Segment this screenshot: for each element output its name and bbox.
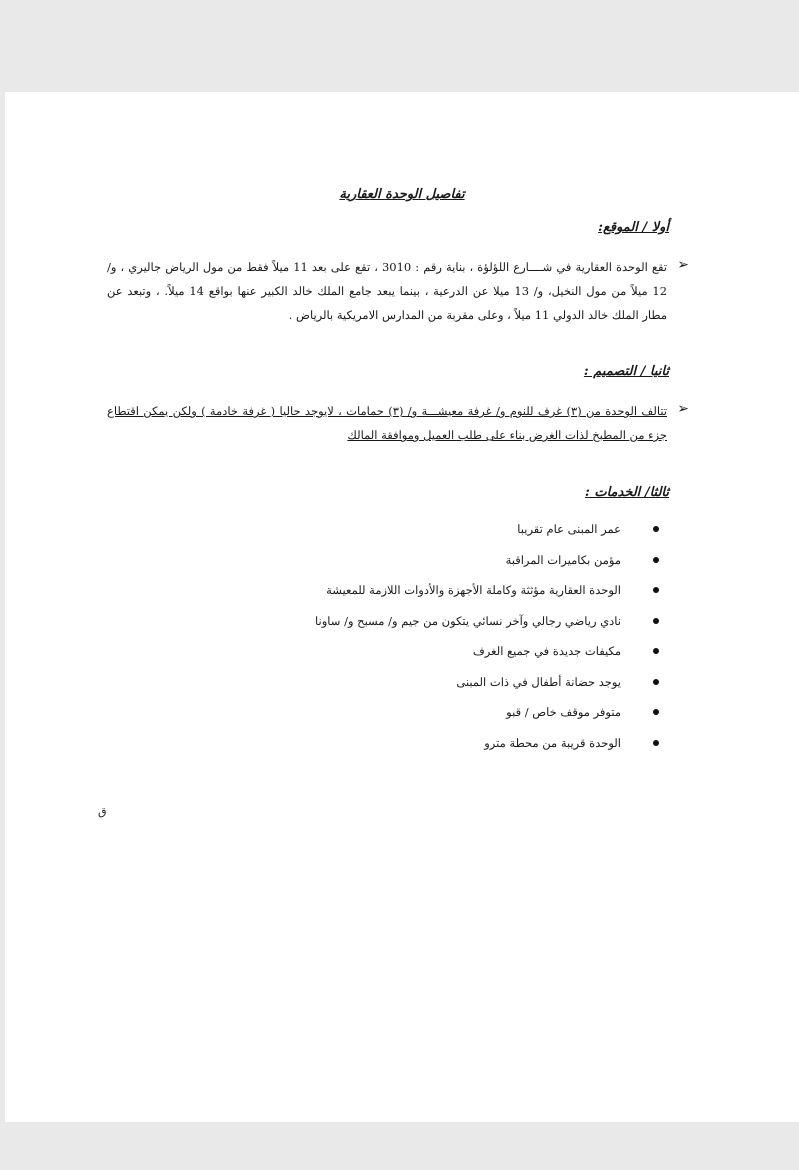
list-item-text: الوحدة قريبة من محطة مترو	[484, 735, 621, 750]
list-item	[315, 639, 667, 670]
list-item	[315, 609, 667, 640]
list-item	[315, 700, 667, 731]
arrow-bullet-icon: ➢	[677, 401, 689, 417]
list-item-text: عمر المبنى عام تقريبا	[517, 522, 621, 536]
design-paragraph	[107, 399, 689, 447]
list-item-text: مؤمن بكاميرات المراقبة	[505, 552, 621, 567]
location-paragraph	[107, 255, 689, 327]
list-item-text: مكيفات جديدة في جميع الغرف	[472, 644, 621, 658]
arrow-bullet-icon: ➢	[677, 257, 689, 273]
design-text: تتالف الوحدة من (٣) غرف للنوم و/ غرفة معيشـــة و/ (٣) حمامات ، لايوجد حاليا ( غرفة خادمة ) ولكن يمكن اقتطاع جزء من المطبخ لذات الغرض بناء على طلب العميل وموافقة المالك	[107, 404, 667, 442]
round-bullet-icon	[653, 709, 659, 715]
round-bullet-icon	[653, 740, 659, 746]
round-bullet-icon	[653, 557, 659, 563]
round-bullet-icon	[653, 679, 659, 685]
section-heading-design: ثانيا / التصميم :	[583, 364, 669, 379]
list-item-text: الوحدة العقارية مؤثثة وكاملة الأجهزة والأدوات اللازمة للمعيشة	[326, 583, 621, 597]
document-page	[5, 92, 799, 1122]
round-bullet-icon	[653, 587, 659, 593]
document-title	[5, 187, 799, 202]
round-bullet-icon	[653, 526, 659, 532]
list-item-text: نادي رياضي رجالي وآخر نسائي يتكون من جيم و/ مسبح و/ ساونا	[315, 613, 621, 628]
round-bullet-icon	[653, 618, 659, 624]
section-heading-location: أولا / الموقع:	[598, 220, 669, 235]
location-text: تقع الوحدة العقارية في شــــارع اللؤلؤة ، بناية رقم : 3010 ، تقع على بعد 11 ميلاً فقط من مول الرياض جاليري ، و/ 12 ميلاً من مول النخيل، و/ 13 ميلا عن الدرعية ، بينما يبعد جامع الملك خالد الكبير عنها بواقع 14 ميلاً. ، وتبعد عن مطار الملك خالد الدولي 11 ميلاً ، وعلى مقربة من المدارس الامريكية بالرياض .	[107, 260, 668, 322]
list-item	[315, 578, 667, 609]
list-item-text: يوجد حضانة أطفال في ذات المبنى	[456, 674, 621, 689]
list-item	[315, 670, 667, 701]
page-mark: ق	[98, 805, 107, 818]
section-heading-services: ثالثا/ الخدمات :	[585, 485, 669, 500]
services-list	[315, 517, 667, 761]
list-item-text: متوفر موقف خاص / قبو	[506, 705, 621, 719]
round-bullet-icon	[653, 648, 659, 654]
document-title-text: تفاصيل الوحدة العقارية	[339, 187, 465, 202]
list-item	[315, 548, 667, 579]
list-item	[315, 517, 667, 548]
list-item	[315, 731, 667, 762]
